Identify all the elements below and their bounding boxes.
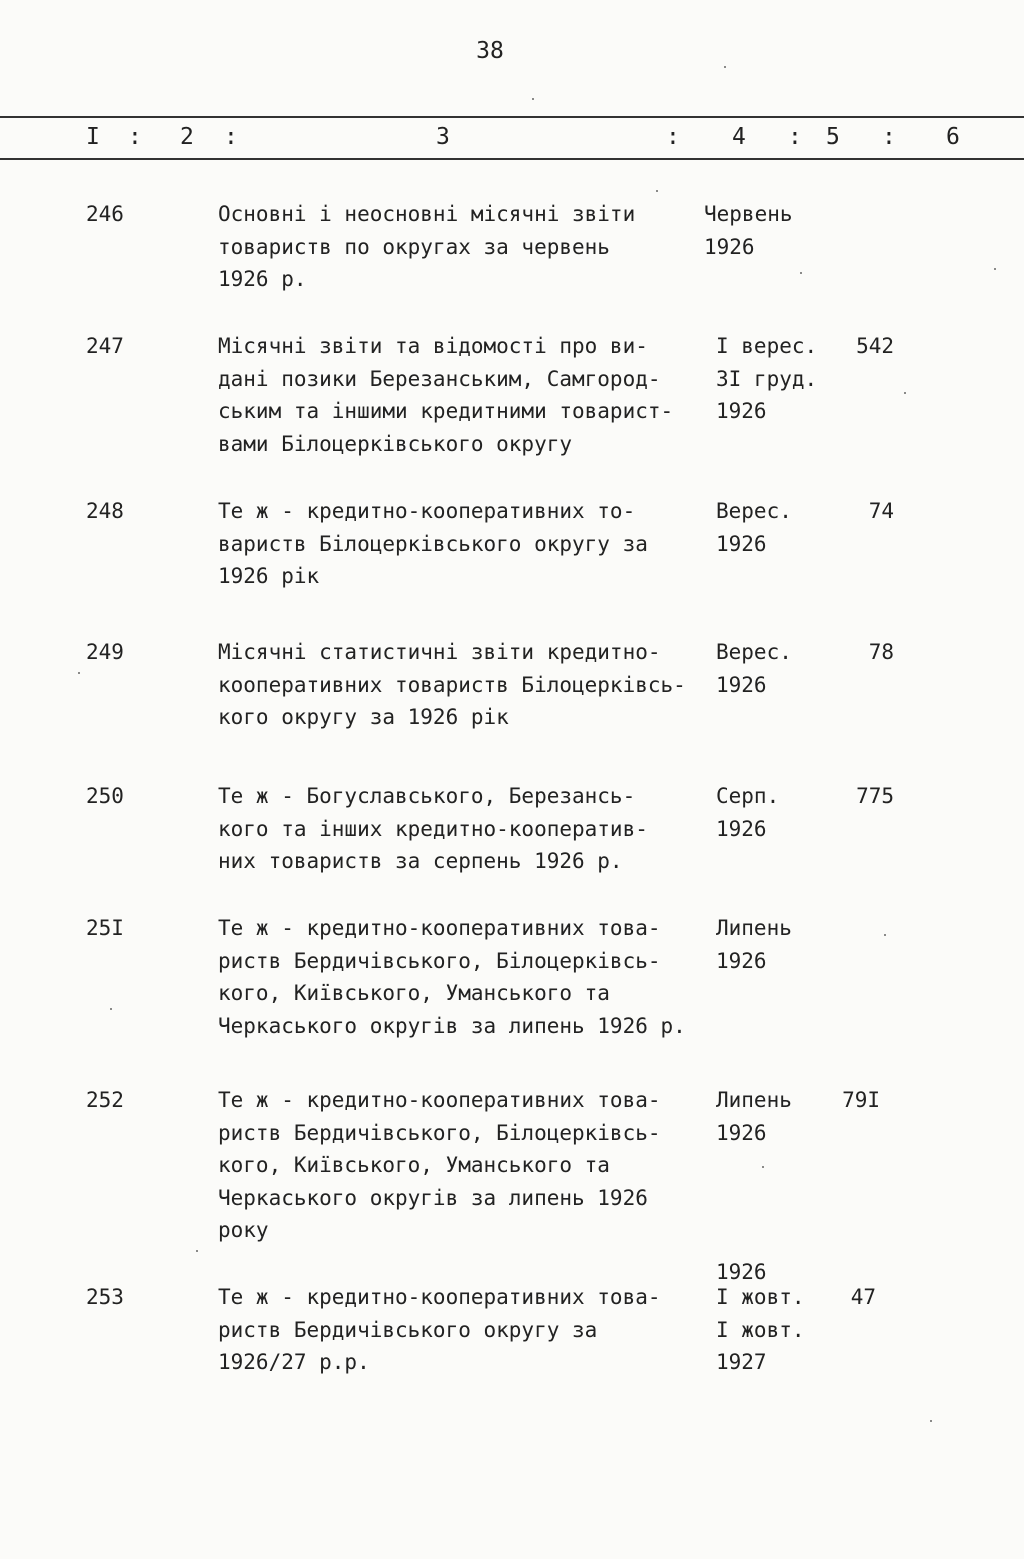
entry-sheet-count: 542 [856,334,894,358]
entry-number: 246 [86,202,124,226]
scan-speck [110,1008,112,1010]
entry-description [218,1281,718,1379]
date-line: Серп. [716,784,780,808]
column-header-1: I [86,124,100,150]
scan-speck [800,272,802,274]
date-line: Верес. [716,499,792,523]
date-line: 1926 [716,531,767,556]
description-line: Те ж - кредитно-кооперативних то- [218,499,636,523]
page-number: 38 [476,38,504,64]
description-line: 1926/27 р.р. [218,1350,370,1374]
date-line: 1926 [716,399,767,423]
column-separator: : [666,124,680,150]
description-line: Те ж - кредитно-кооперативних това- [218,916,661,940]
description-line: риств Бердичівського округу за [218,1317,598,1342]
date-line: Липень [716,916,792,940]
scan-speck [532,98,534,100]
description-line: Черкаського округів за липень 1926 р. [218,1013,686,1038]
description-line: ським та іншими кредитними товарист- [218,399,674,423]
description-line: кооперативних товариств Білоцерківсь- [218,672,686,697]
entry-number: 25I [86,916,124,940]
entry-description [218,198,718,296]
date-line: 1926 [716,816,767,841]
entry-number: 248 [86,499,124,523]
scan-speck [994,268,996,270]
entry-sheet-count: 775 [856,784,894,808]
scan-speck [78,672,80,674]
entry-number: 250 [86,784,124,808]
entry-dates [716,912,836,977]
entry-sheet-count: 78 [868,640,894,664]
entry-number: 249 [86,640,124,664]
description-line: риств Бердичівського, Білоцерківсь- [218,948,661,973]
entry-dates [716,1084,836,1149]
scan-speck [724,66,726,68]
date-line: 1926 [716,672,767,697]
scan-speck [884,934,886,936]
entry-dates [716,330,836,428]
entry-description [218,780,718,878]
date-line: 1926 [716,1260,767,1284]
entry-description [218,912,718,1042]
entry-sheet-count: 74 [868,499,894,523]
column-separator: : [224,124,238,150]
column-header-4: 4 [732,124,746,150]
description-line: Основні і неосновні місячні звіти [218,202,636,226]
description-line: них товариств за серпень 1926 р. [218,849,623,873]
scan-speck [904,392,906,394]
description-line: риств Бердичівського, Білоцерківсь- [218,1120,661,1145]
entry-description [218,495,718,593]
column-separator: : [788,124,802,150]
date-line: 1926 [716,1120,767,1145]
description-line: кого, Київського, Уманського та [218,981,610,1005]
description-line: дані позики Березанським, Самгород- [218,366,661,391]
entry-dates [716,495,836,560]
date-line: I верес. [716,334,818,358]
description-line: вариств Білоцерківського округу за [218,531,648,556]
entry-number: 252 [86,1088,124,1112]
date-line: Липень [716,1088,792,1112]
date-line: 1926 [704,234,755,259]
column-header-5: 5 [826,124,840,150]
entry-description [218,636,718,734]
scan-speck [930,1420,932,1422]
entry-description [218,330,718,460]
description-line: 1926 рік [218,564,320,588]
column-header-6: 6 [946,124,960,150]
date-line: I жовт. [716,1285,805,1309]
date-line: 1926 [716,948,767,973]
column-separator: : [882,124,896,150]
description-line: Те ж - Богуславського, Березансь- [218,784,636,808]
entry-description [218,1084,718,1247]
description-line: Те ж - кредитно-кооперативних това- [218,1088,661,1112]
entry-dates [716,636,836,701]
header-bottom-rule [0,158,1024,160]
description-line: кого та інших кредитно-кооператив- [218,816,648,841]
description-line: Місячні статистичні звіти кредитно- [218,640,661,664]
description-line: 1926 р. [218,267,307,291]
description-line: Черкаського округів за липень 1926 [218,1185,648,1210]
description-line: вами Білоцерківського округу [218,431,573,456]
header-top-rule [0,116,1024,118]
date-line: I жовт. [716,1317,805,1342]
column-header-2: 2 [180,124,194,150]
description-line: Місячні звіти та відомості про ви- [218,334,648,358]
scan-speck [196,1250,198,1252]
entry-number: 253 [86,1285,124,1309]
date-line: Верес. [716,640,792,664]
description-line: товариств по округах за червень [218,234,610,259]
entry-dates [704,198,824,263]
column-separator: : [128,124,142,150]
description-line: року [218,1218,269,1242]
column-header-3: 3 [436,124,450,150]
entry-sheet-count: 79I [842,1088,880,1112]
entry-dates [716,780,836,845]
scan-speck [762,1166,764,1168]
scan-speck [656,190,658,192]
description-line: кого округу за 1926 рік [218,705,509,729]
description-line: Те ж - кредитно-кооперативних това- [218,1285,661,1309]
description-line: кого, Київського, Уманського та [218,1153,610,1177]
date-line: Червень [704,202,793,226]
column-header-row [0,124,1024,154]
entry-sheet-count: 47 [850,1285,876,1309]
entry-number: 247 [86,334,124,358]
date-line: 1927 [716,1350,767,1374]
date-line: 3I груд. [716,366,818,391]
